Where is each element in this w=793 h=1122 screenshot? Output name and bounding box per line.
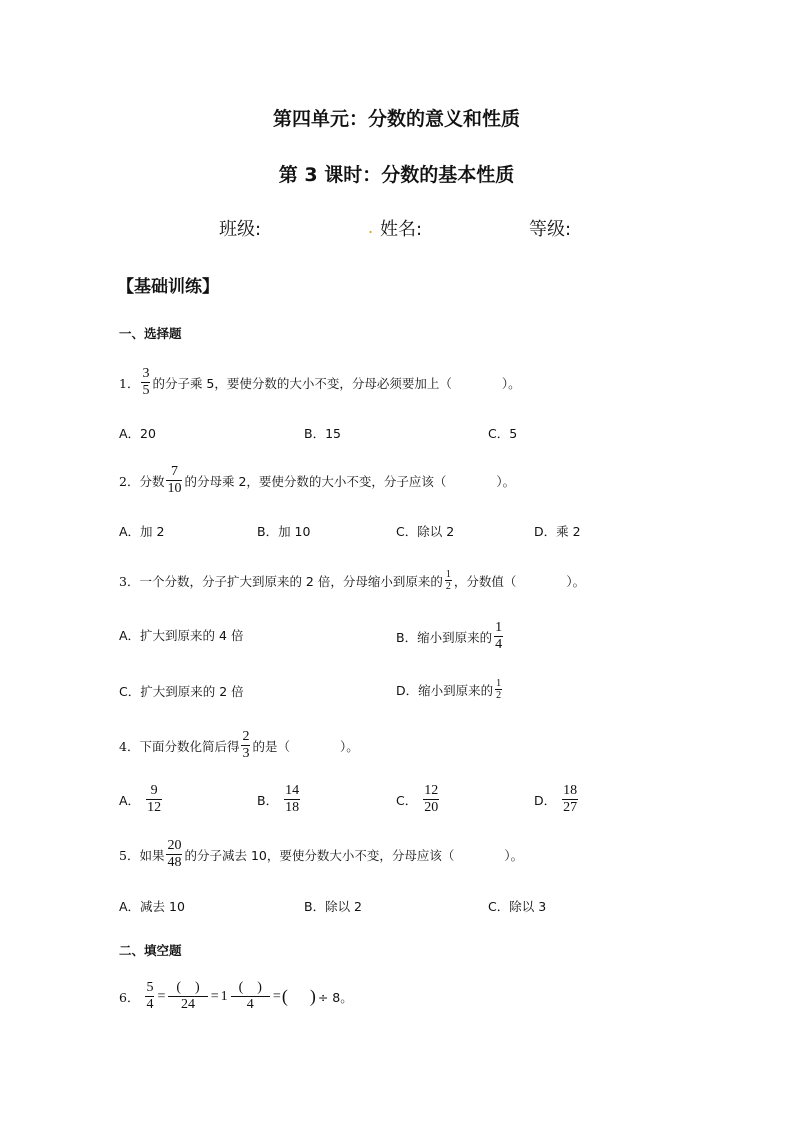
option-d[interactable]: D． $\frac{18}{27}$ bbox=[534, 783, 578, 815]
option-a[interactable]: A．20 bbox=[119, 426, 156, 441]
question-number: 4． bbox=[119, 738, 140, 754]
question-3: 3． 一个分数，分子扩大到原来的 2 倍，分母缩小到原来的 $\frac{1}{2}$ ，分数值（ ）。 bbox=[119, 569, 586, 592]
part2-heading: 二、填空题 bbox=[119, 943, 182, 958]
lesson-title: 第 3 课时：分数的基本性质 bbox=[278, 164, 515, 186]
fraction: $\frac{1}{4}$ bbox=[495, 620, 503, 652]
fraction: $\frac{12}{20}$ bbox=[424, 783, 439, 815]
option-c[interactable]: C．扩大到原来的 2 倍 bbox=[119, 684, 244, 699]
question-text: 的分母乘 2，要使分数的大小不变，分子应该（ ）。 bbox=[184, 473, 516, 489]
question-text: 的分子减去 10，要使分数大小不变，分母应该（ ）。 bbox=[184, 847, 524, 863]
question-1 bbox=[119, 366, 521, 399]
question-text: 的是（ ）。 bbox=[252, 738, 359, 754]
option-b[interactable]: B．除以 2 bbox=[304, 899, 363, 914]
option-c[interactable]: C． $\frac{12}{20}$ bbox=[396, 783, 439, 815]
question-6: 6． $\frac{5}{4}$ = $\frac{( )}{24}$ = 1 $\frac{( )}{4}$ = ( ) ÷ 8。 bbox=[119, 980, 353, 1012]
question-text: 的分子乘 5，要使分数的大小不变，分母必须要加上（ ）。 bbox=[152, 375, 521, 391]
option-b[interactable]: B．加 10 bbox=[257, 524, 311, 539]
question-number: 1． bbox=[119, 375, 140, 391]
fraction: $\frac{3}{5}$ bbox=[142, 366, 150, 398]
option-d[interactable]: D．缩小到原来的 $\frac{1}{2}$ bbox=[396, 678, 502, 701]
fraction: $\frac{9}{12}$ bbox=[147, 783, 162, 815]
question-2: 2． 分数 $\frac{7}{10}$ 的分母乘 2，要使分数的大小不变，分子应该（ ）。 bbox=[119, 464, 516, 496]
question-number: 2． bbox=[119, 473, 140, 489]
option-b[interactable]: B． $\frac{14}{18}$ bbox=[257, 783, 300, 815]
fraction: $\frac{1}{2}$ bbox=[496, 678, 502, 701]
part1-heading: 一、选择题 bbox=[119, 326, 182, 341]
option-c[interactable]: C．除以 2 bbox=[396, 524, 455, 539]
section-label: 【基础训练】 bbox=[117, 277, 219, 297]
question-text: ，分数值（ ）。 bbox=[453, 573, 586, 589]
fraction: $\frac{2}{3}$ bbox=[242, 729, 250, 761]
decorative-dot: . bbox=[368, 218, 374, 237]
question-number: 3． bbox=[119, 573, 140, 589]
name-label: 姓名: bbox=[380, 219, 423, 240]
option-a[interactable]: A．减去 10 bbox=[119, 899, 185, 914]
option-a[interactable]: A．扩大到原来的 4 倍 bbox=[119, 628, 244, 643]
question-5: 5． 如果 $\frac{20}{48}$ 的分子减去 10，要使分数大小不变，分母应该（ ）。 bbox=[119, 838, 524, 870]
blank-fraction[interactable]: $\frac{( )}{4}$ bbox=[231, 980, 270, 1013]
fraction: $\frac{1}{2}$ bbox=[445, 569, 451, 592]
option-c[interactable]: C．5 bbox=[488, 426, 518, 441]
blank-fraction[interactable]: $\frac{( )}{24}$ bbox=[168, 980, 207, 1013]
option-b[interactable]: B．缩小到原来的 $\frac{1}{4}$ bbox=[396, 620, 503, 652]
unit-title: 第四单元：分数的意义和性质 bbox=[272, 108, 520, 130]
fraction: $\frac{18}{27}$ bbox=[563, 783, 578, 815]
fraction: $\frac{7}{10}$ bbox=[167, 464, 182, 496]
option-b[interactable]: B．15 bbox=[304, 426, 341, 441]
fraction: $\frac{20}{48}$ bbox=[167, 838, 182, 870]
fraction: $\frac{5}{4}$ bbox=[146, 980, 154, 1012]
grade-label: 等级: bbox=[529, 219, 572, 240]
question-4: 4． 下面分数化简后得 $\frac{2}{3}$ 的是（ ）。 bbox=[119, 729, 359, 761]
fraction: $\frac{14}{18}$ bbox=[285, 783, 300, 815]
option-a[interactable]: A．加 2 bbox=[119, 524, 165, 539]
question-number: 6． bbox=[119, 989, 140, 1005]
class-label: 班级: bbox=[219, 219, 262, 240]
option-d[interactable]: D．乘 2 bbox=[534, 524, 581, 539]
option-a[interactable]: A． $\frac{9}{12}$ bbox=[119, 783, 162, 815]
question-number: 5． bbox=[119, 847, 140, 863]
option-c[interactable]: C．除以 3 bbox=[488, 899, 547, 914]
